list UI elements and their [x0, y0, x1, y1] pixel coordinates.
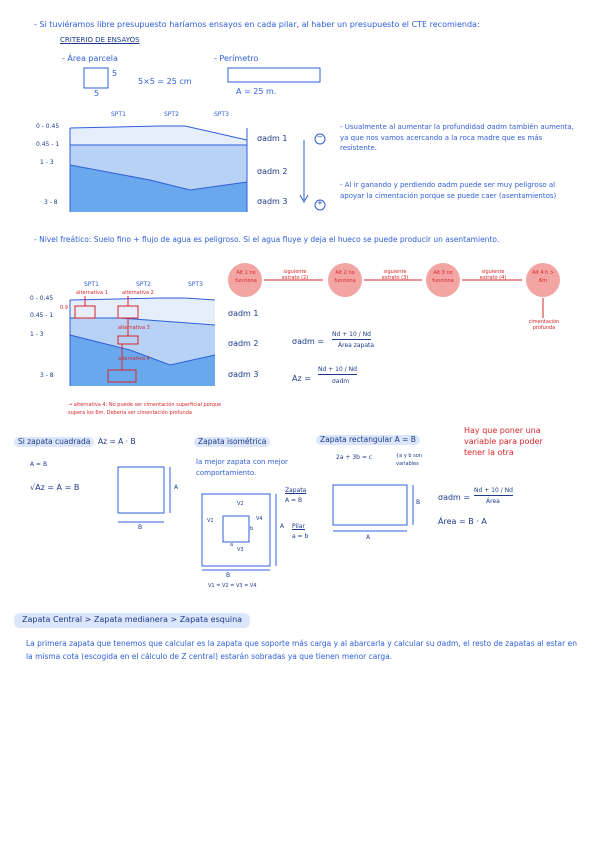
- depth-label-3: 1 - 3: [40, 159, 54, 166]
- spt2-label: SPT2: [164, 111, 179, 118]
- iso-a-label: a: [230, 542, 234, 548]
- spt2-label-b: SPT2: [136, 281, 151, 288]
- sigma-label-2: σadm 2: [257, 167, 288, 176]
- spt3-label-b: SPT3: [188, 281, 203, 288]
- alt2-circle-text: Alt 2 no funciona: [334, 270, 356, 284]
- depth-label-4: 3 - 8: [44, 199, 58, 206]
- perimetro-value: A = 25 m.: [236, 87, 277, 96]
- note-1: - Usualmente al aumentar la profundidad σadm también aumenta, ya que nos vamos acercando a la roca madre que es más resistente.: [340, 123, 574, 152]
- alt4-label: alternativa 4: [118, 356, 150, 362]
- pilar-2: a = b: [292, 533, 309, 540]
- rect-formula: 2a + 3b = c: [336, 454, 373, 461]
- sigma2-label-1: σadm 1: [228, 309, 259, 318]
- intro-text: - Si tuviéramos libre presupuesto haríamos ensayos en cada pilar, al haber un presupuesto el CTE recomienda:: [34, 20, 480, 29]
- rect-sigma-den: Área: [486, 498, 500, 505]
- alt1-circle-text: Alt 1 no funciona: [235, 270, 257, 284]
- plus-sign: +: [317, 199, 323, 207]
- spt3-label: SPT3: [214, 111, 229, 118]
- cimentacion-profunda: cimentación profunda: [528, 319, 560, 331]
- alt4-note: → alternativa 4: No puede ser cimentación superficial porque supera los 6m. Debería ser cimentación profunda: [68, 402, 222, 416]
- depth-label-2: 0.45 - 1: [36, 141, 60, 148]
- v3-label: V3: [237, 547, 244, 553]
- red-note: Hay que poner una variable para poder tener la otra: [464, 426, 543, 457]
- square-footing: [118, 467, 164, 513]
- final-text: La primera zapata que tenemos que calcular es la zapata que soporte más carga y al abarcarla y calcular su σadm, el resto de zapatas al estar en la misma cota (escogida en el cálculo de Z central) estarán sobradas ya que tienen menor carga.: [26, 639, 577, 661]
- alt3-label: alternativa 3: [118, 325, 150, 331]
- rect-note: {a y b son variables: [396, 453, 422, 467]
- iso-inner: [223, 516, 249, 542]
- pilar-1: Pilar: [292, 523, 305, 530]
- depth2-label-2: 0.45 - 1: [30, 312, 54, 319]
- iso-b-bottom: B: [226, 572, 231, 579]
- rect-a-bottom: A: [366, 534, 371, 541]
- iso-text: la mejor zapata con mejor comportamiento.: [196, 458, 288, 477]
- area-side: 5: [112, 69, 118, 78]
- v-equal: V1 = V2 = V3 = V4: [208, 583, 257, 589]
- sigma-formula-num: Nd + 10 / Nd: [332, 331, 371, 338]
- iso-b-label: b: [250, 526, 254, 532]
- alt2-label: alternativa 2: [122, 290, 154, 296]
- section-cuadrada: Si zapata cuadrada: [14, 437, 94, 447]
- area-square: [84, 68, 108, 88]
- perimetro-label: - Perímetro: [214, 54, 259, 63]
- label-b-square: B: [138, 524, 143, 531]
- sigma2-label-2: σadm 2: [228, 339, 259, 348]
- spt1-label: SPT1: [111, 111, 126, 118]
- hierarchy: Zapata Central > Zapata medianera > Zapata esquina: [14, 613, 250, 628]
- az-formula-num: Nd + 10 / Nd: [318, 366, 357, 373]
- arrow-text-2: siguiente estrato (3): [381, 269, 409, 281]
- rect-sigma-num: Nd + 10 / Nd: [474, 487, 513, 494]
- rect-sigma-left: σadm =: [438, 493, 471, 502]
- az-formula-den: σadm: [332, 378, 350, 385]
- section-isometrica: Zapata isométrica: [194, 437, 270, 447]
- ab-eq: A = B: [30, 461, 48, 468]
- depth2-label-1: 0 - 0.45: [30, 295, 54, 302]
- area-label: - Área parcela: [62, 54, 118, 63]
- zapata-ab-1: Zapata: [285, 487, 307, 494]
- sigma-label-1: σadm 1: [257, 134, 288, 143]
- minus-sign: −: [317, 133, 323, 141]
- iso-a-side: A: [280, 523, 285, 530]
- note-2: - Al ir ganando y perdiendo σadm puede ser muy peligroso al apoyar la cimentación porque se puede caer (asentamientos): [340, 181, 557, 200]
- rect-footing: [333, 485, 407, 525]
- nivel-freatico: - Nivel freático: Suelo fino + flujo de agua es peligroso. Si el agua fluye y deja el hueco se puede producir un asentamiento.: [34, 235, 500, 244]
- section-rectangular: Zapata rectangular A = B: [316, 435, 420, 445]
- depth-extra: 0.9: [60, 305, 68, 311]
- perimeter-rect: [228, 68, 320, 82]
- depth-label-1: 0 - 0.45: [36, 123, 60, 130]
- alt1-label: alternativa 1: [76, 290, 108, 296]
- arrow-text-1: siguiente estrato (2): [281, 269, 309, 281]
- sqrt-formula: √Az = A = B: [30, 483, 80, 492]
- v2-label: V2: [237, 501, 244, 507]
- criterio-title: CRITERIO DE ENSAYOS: [60, 36, 140, 44]
- arrow-text-3: siguiente estrato (4): [479, 269, 507, 281]
- alt3-circle-text: Alt 3 no funciona: [432, 270, 454, 284]
- area-bottom: 5: [94, 89, 100, 98]
- iso-outer: [202, 494, 270, 566]
- sigma-label-3: σadm 3: [257, 197, 288, 206]
- cuadrada-formula: Az = A · B: [98, 437, 136, 446]
- alt4-circle-text: Alt 4 h > 6m: [531, 270, 555, 284]
- rect-b-side: B: [416, 499, 421, 506]
- spt1-label-b: SPT1: [84, 281, 99, 288]
- v4-label: V4: [256, 516, 263, 522]
- depth2-label-4: 3 - 8: [40, 372, 54, 379]
- rect-area: Área = B · A: [438, 517, 487, 526]
- v1-label: V1: [207, 518, 214, 524]
- depth2-label-3: 1 - 3: [30, 331, 44, 338]
- label-a-square: A: [174, 484, 179, 491]
- zapata-ab-2: A = B: [285, 497, 303, 504]
- sigma-formula-den: Área zapata: [338, 342, 375, 349]
- area-formula: 5×5 = 25 cm: [138, 77, 192, 86]
- az-formula-left: Az =: [292, 374, 311, 383]
- sigma-formula-left: σadm =: [292, 337, 325, 346]
- sigma2-label-3: σadm 3: [228, 370, 259, 379]
